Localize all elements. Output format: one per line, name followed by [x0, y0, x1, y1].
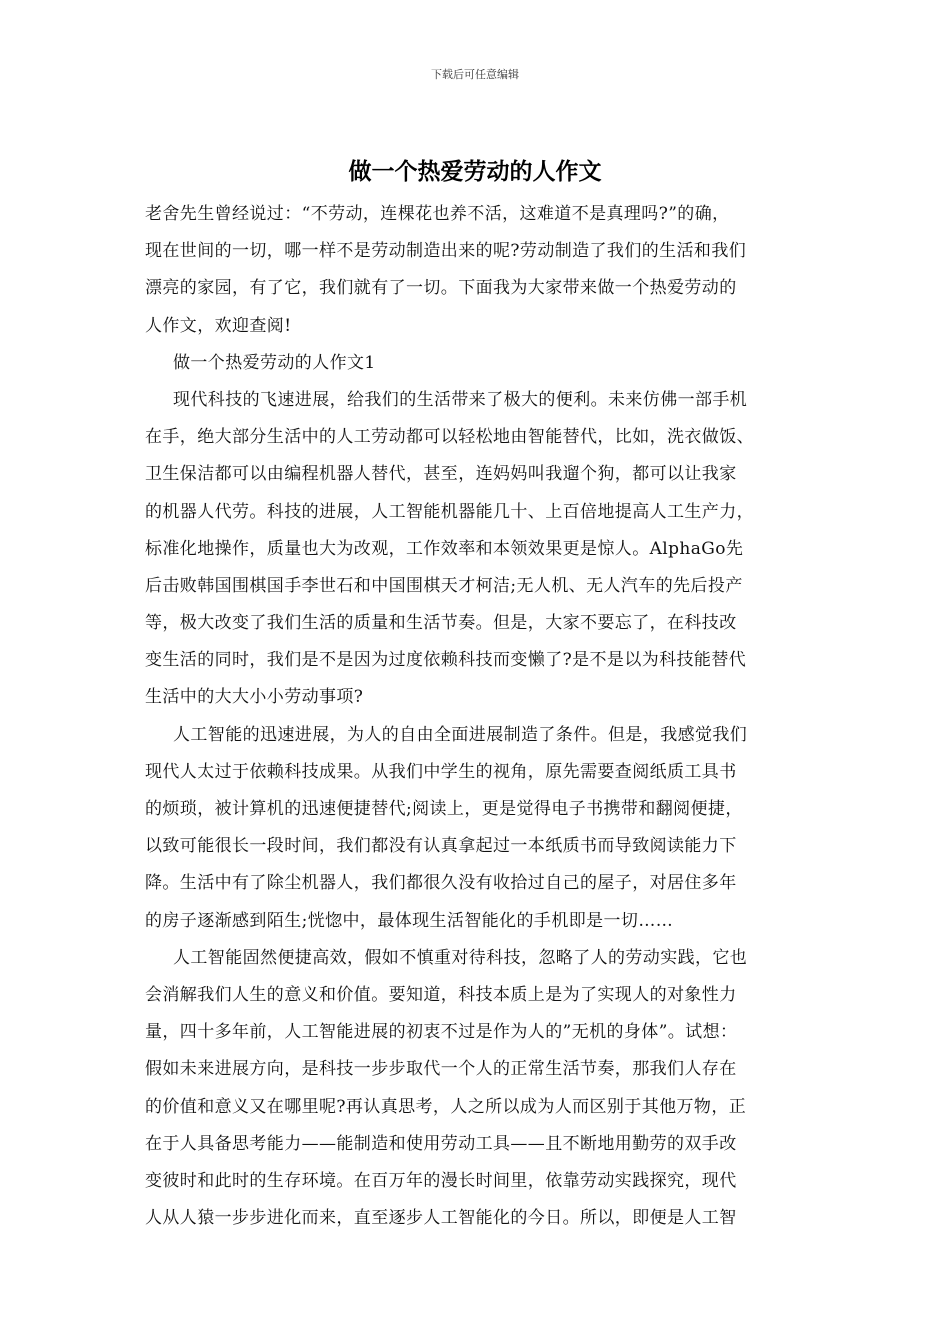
text-line: 在于人具备思考能力——能制造和使用劳动工具——且不断地用勤劳的双手改: [145, 1133, 737, 1154]
text-line: 变生活的同时，我们是不是因为过度依赖科技而变懒了?是不是以为科技能替代: [145, 650, 747, 671]
text-line: 人从人猿一步步进化而来，直至逐步人工智能化的今日。所以，即便是人工智: [145, 1208, 737, 1229]
text-line: 假如未来进展方向，是科技一步步取代一个人的正常生活节奏，那我们人存在: [145, 1059, 737, 1080]
text-line: 人作文，欢迎查阅!: [145, 315, 292, 336]
text-line: 的房子逐渐感到陌生;恍惚中，最体现生活智能化的手机即是一切……: [145, 910, 674, 931]
text-line: 漂亮的家园，有了它，我们就有了一切。下面我为大家带来做一个热爱劳动的: [145, 278, 737, 299]
text-line: 现代人太过于依赖科技成果。从我们中学生的视角，原先需要查阅纸质工具书: [145, 761, 737, 782]
text-line: 卫生保洁都可以由编程机器人替代，甚至，连妈妈叫我遛个狗，都可以让我家: [145, 464, 737, 485]
page-header-note: 下载后可任意编辑: [431, 68, 519, 81]
text-line: 在手，绝大部分生活中的人工劳动都可以轻松地由智能替代，比如，洗衣做饭、: [145, 427, 754, 448]
text-line: 人工智能固然便捷高效，假如不慎重对待科技，忽略了人的劳动实践，它也: [173, 947, 748, 968]
text-line: 的价值和意义又在哪里呢?再认真思考，人之所以成为人而区别于其他万物，正: [145, 1096, 747, 1117]
text-line: 后击败韩国围棋国手李世石和中国围棋天才柯洁;无人机、无人汽车的先后投产: [145, 575, 743, 596]
text-line: 变彼时和此时的生存环境。在百万年的漫长时间里，依靠劳动实践探究，现代: [145, 1170, 737, 1191]
text-line: 等，极大改变了我们生活的质量和生活节奏。但是，大家不要忘了，在科技改: [145, 613, 737, 634]
document-body: [145, 196, 815, 1237]
text-line: 人工智能的迅速进展，为人的自由全面进展制造了条件。但是，我感觉我们: [173, 724, 748, 745]
text-line: 做一个热爱劳动的人作文1: [173, 352, 376, 373]
text-line: 降。生活中有了除尘机器人，我们都很久没有收拾过自己的屋子，对居住多年: [145, 873, 737, 894]
text-line: 会消解我们人生的意义和价值。要知道，科技本质上是为了实现人的对象性力: [145, 984, 737, 1005]
document-title: 做一个热爱劳动的人作文: [348, 158, 602, 185]
text-line: 标准化地操作，质量也大为改观，工作效率和本领效果更是惊人。AlphaGo先: [145, 538, 744, 559]
text-line: 现代科技的飞速进展，给我们的生活带来了极大的便利。未来仿佛一部手机: [173, 389, 748, 410]
text-line: 量，四十多年前，人工智能进展的初衷不过是作为人的”无机的身体”。试想：: [145, 1022, 738, 1043]
text-line: 现在世间的一切，哪一样不是劳动制造出来的呢?劳动制造了我们的生活和我们: [145, 241, 747, 262]
text-line: 以致可能很长一段时间，我们都没有认真拿起过一本纸质书而导致阅读能力下: [145, 836, 737, 857]
text-line: 生活中的大大小小劳动事项?: [145, 687, 364, 708]
text-line: 的烦琐，被计算机的迅速便捷替代;阅读上，更是觉得电子书携带和翻阅便捷，: [145, 799, 743, 819]
text-line: 的机器人代劳。科技的进展，人工智能机器能几十、上百倍地提高人工生产力，: [145, 501, 754, 522]
text-line: 老舍先生曾经说过：“不劳动，连棵花也养不活，这难道不是真理吗?”的确，: [145, 204, 730, 224]
